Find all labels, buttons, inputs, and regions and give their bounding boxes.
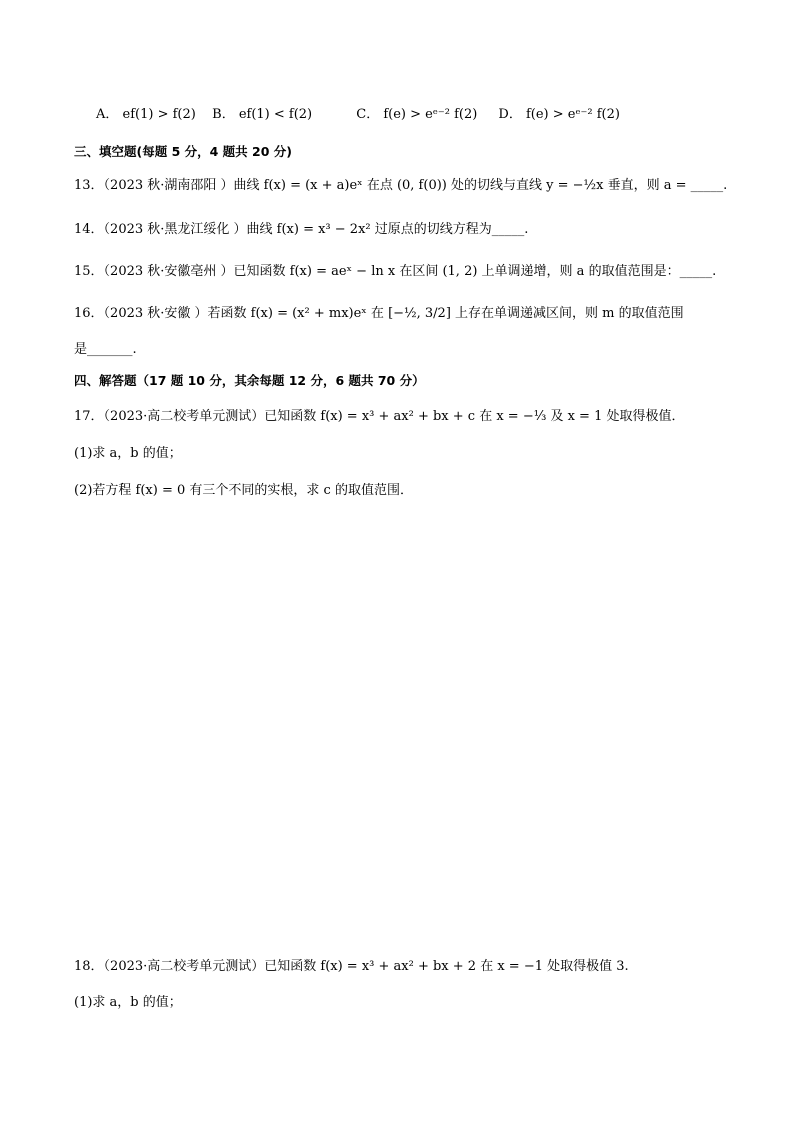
option-a: A． ef(1) > f(2) xyxy=(96,107,196,122)
question-16-line-1: 16．（2023 秋·安徽 ）若函数 f(x) = (x² + mx)eˣ 在 [−½, 3/2] 上存在单调递减区间，则 m 的取值范围 xyxy=(74,306,684,321)
option-d: D． f(e) > eᵉ⁻² f(2) xyxy=(498,107,620,122)
choice-options-row xyxy=(96,105,620,125)
section-3-heading: 三、填空题(每题 5 分，4 题共 20 分) xyxy=(74,144,292,159)
section-4-heading: 四、解答题（17 题 10 分，其余每题 12 分，6 题共 70 分） xyxy=(74,373,425,388)
question-17-part-2: (2)若方程 f(x) = 0 有三个不同的实根，求 c 的取值范围． xyxy=(74,483,413,498)
option-b: B． ef(1) < f(2) xyxy=(212,107,313,122)
question-15: 15．（2023 秋·安徽亳州 ）已知函数 f(x) = aeˣ − ln x 在区间 (1, 2) 上单调递增，则 a 的取值范围是：_____. xyxy=(74,264,717,279)
question-16-line-2: 是_______. xyxy=(74,342,137,357)
option-c: C． f(e) > eᵉ⁻² f(2) xyxy=(356,107,478,122)
question-18-stem: 18．（2023·高二校考单元测试）已知函数 f(x) = x³ + ax² + bx + 2 在 x = −1 处取得极值 3. xyxy=(74,959,629,974)
question-18-part-1: (1)求 a，b 的值； xyxy=(74,995,182,1010)
question-14: 14．（2023 秋·黑龙江绥化 ）曲线 f(x) = x³ − 2x² 过原点的切线方程为_____. xyxy=(74,222,529,237)
question-13: 13．（2023 秋·湖南邵阳 ）曲线 f(x) = (x + a)eˣ 在点 (0, f(0)) 处的切线与直线 y = −½x 垂直，则 a = _____. xyxy=(74,178,728,193)
question-17-stem: 17．（2023·高二校考单元测试）已知函数 f(x) = x³ + ax² + bx + c 在 x = −⅓ 及 x = 1 处取得极值． xyxy=(74,409,685,424)
question-17-part-1: (1)求 a，b 的值； xyxy=(74,446,182,461)
